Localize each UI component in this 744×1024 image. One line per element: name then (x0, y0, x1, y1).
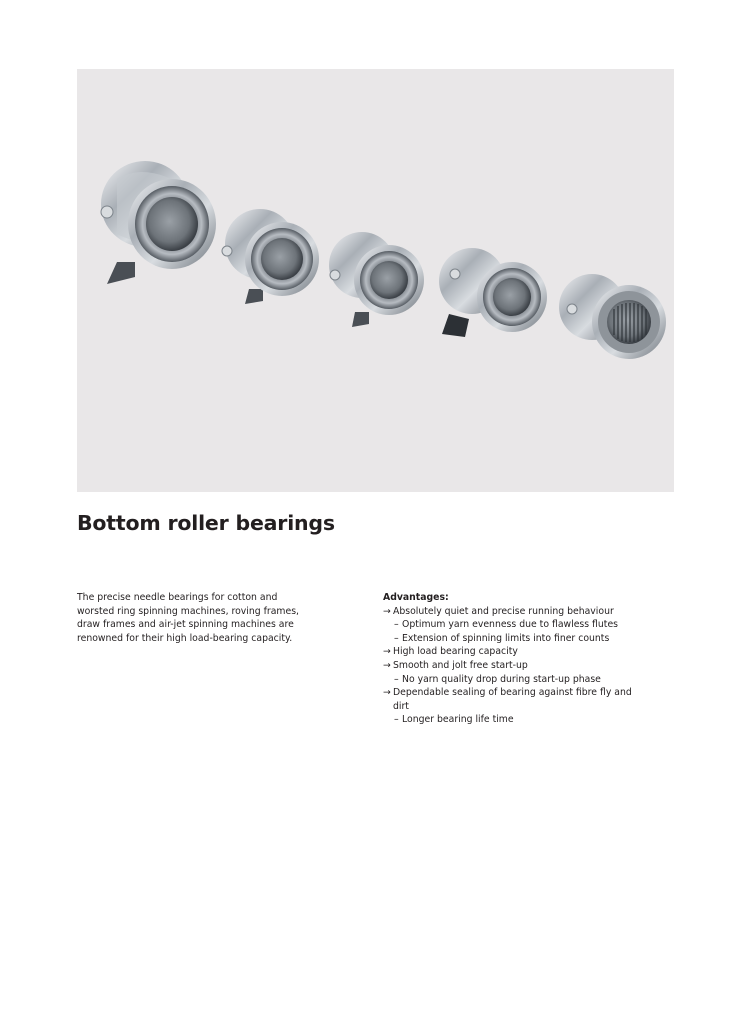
advantage-item (383, 659, 643, 673)
advantage-text: Absolutely quiet and precise running behaviour (393, 605, 614, 617)
bearing-2 (222, 209, 319, 304)
advantage-text: Smooth and jolt free start-up (393, 659, 528, 671)
dash-bullet-icon: – (394, 632, 399, 644)
advantage-text: Dependable sealing of bearing against fibre fly and dirt (393, 687, 632, 712)
advantage-subitem (383, 632, 643, 646)
advantage-subitem (383, 618, 643, 632)
advantage-item (383, 605, 643, 619)
advantages-section (383, 591, 643, 727)
arrow-bullet-icon: → (383, 659, 391, 671)
advantage-subtext: Longer bearing life time (402, 714, 514, 726)
advantage-text: High load bearing capacity (393, 646, 518, 658)
product-photo (77, 69, 674, 492)
advantage-subitem (383, 713, 643, 727)
bearing-5 (559, 274, 666, 359)
intro-paragraph: The precise needle bearings for cotton and worsted ring spinning machines, roving frames, draw frames and air-jet spinning machines are renowned for their high load-bearing capacity. (77, 592, 299, 644)
advantages-list (383, 605, 643, 727)
advantages-heading: Advantages: (383, 592, 449, 603)
dash-bullet-icon: – (394, 673, 399, 685)
page-title: Bottom roller bearings (77, 511, 335, 535)
arrow-bullet-icon: → (383, 605, 391, 617)
bearing-4 (439, 248, 547, 337)
dash-bullet-icon: – (394, 714, 399, 726)
advantage-item (383, 645, 643, 659)
advantage-subtext: Optimum yarn evenness due to flawless flutes (402, 619, 619, 631)
advantage-subitem (383, 673, 643, 687)
bearing-3 (329, 232, 424, 327)
bearing-1 (101, 161, 216, 284)
dash-bullet-icon: – (394, 619, 399, 631)
arrow-bullet-icon: → (383, 646, 391, 658)
advantage-subtext: Extension of spinning limits into finer counts (402, 632, 610, 644)
arrow-bullet-icon: → (383, 687, 391, 699)
bearings-illustration (77, 69, 674, 492)
advantage-item (383, 686, 643, 713)
advantage-subtext: No yarn quality drop during start-up phase (402, 673, 601, 685)
